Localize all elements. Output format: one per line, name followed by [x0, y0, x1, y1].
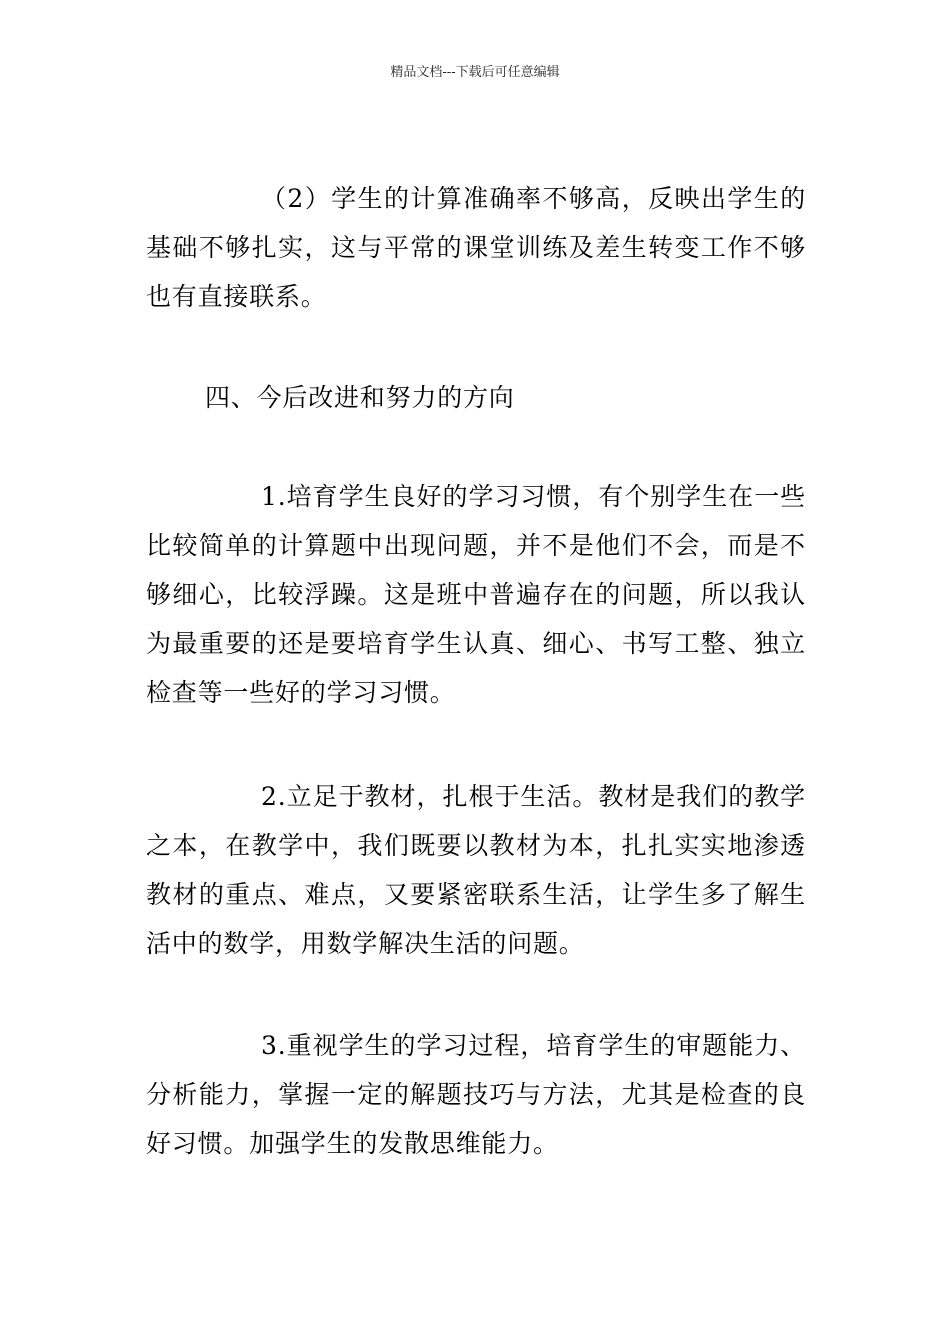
paragraph-item-2-textbook-and-life: 2.立足于教材，扎根于生活。教材是我们的教学之本，在教学中，我们既要以教材为本，扎扎实实地渗透教材的重点、难点，又要紧密联系生活，让学生多了解生活中的数学，用数学解决生活的问题。 — [146, 782, 806, 958]
paragraph-item-1-study-habits: 1.培育学生良好的学习习惯，有个别学生在一些比较简单的计算题中出现问题，并不是他们不会，而是不够细心，比较浮躁。这是班中普遍存在的问题，所以我认为最重要的还是要培育学生认真、细心、书写工整、独立检查等一些好的学习习惯。 — [146, 482, 806, 707]
paragraph-calculation-accuracy: （2）学生的计算准确率不够高，反映出学生的基础不够扎实，这与平常的课堂训练及差生转变工作不够也有直接联系。 — [146, 184, 806, 311]
page-header: 精品文档---下载后可任意编辑 — [390, 65, 560, 80]
paragraph-item-3-learning-process: 3.重视学生的学习过程，培育学生的审题能力、分析能力，掌握一定的解题技巧与方法，尤其是检查的良好习惯。加强学生的发散思维能力。 — [146, 1031, 806, 1158]
section-heading-improvement-direction: 四、今后改进和努力的方向 — [205, 383, 515, 412]
